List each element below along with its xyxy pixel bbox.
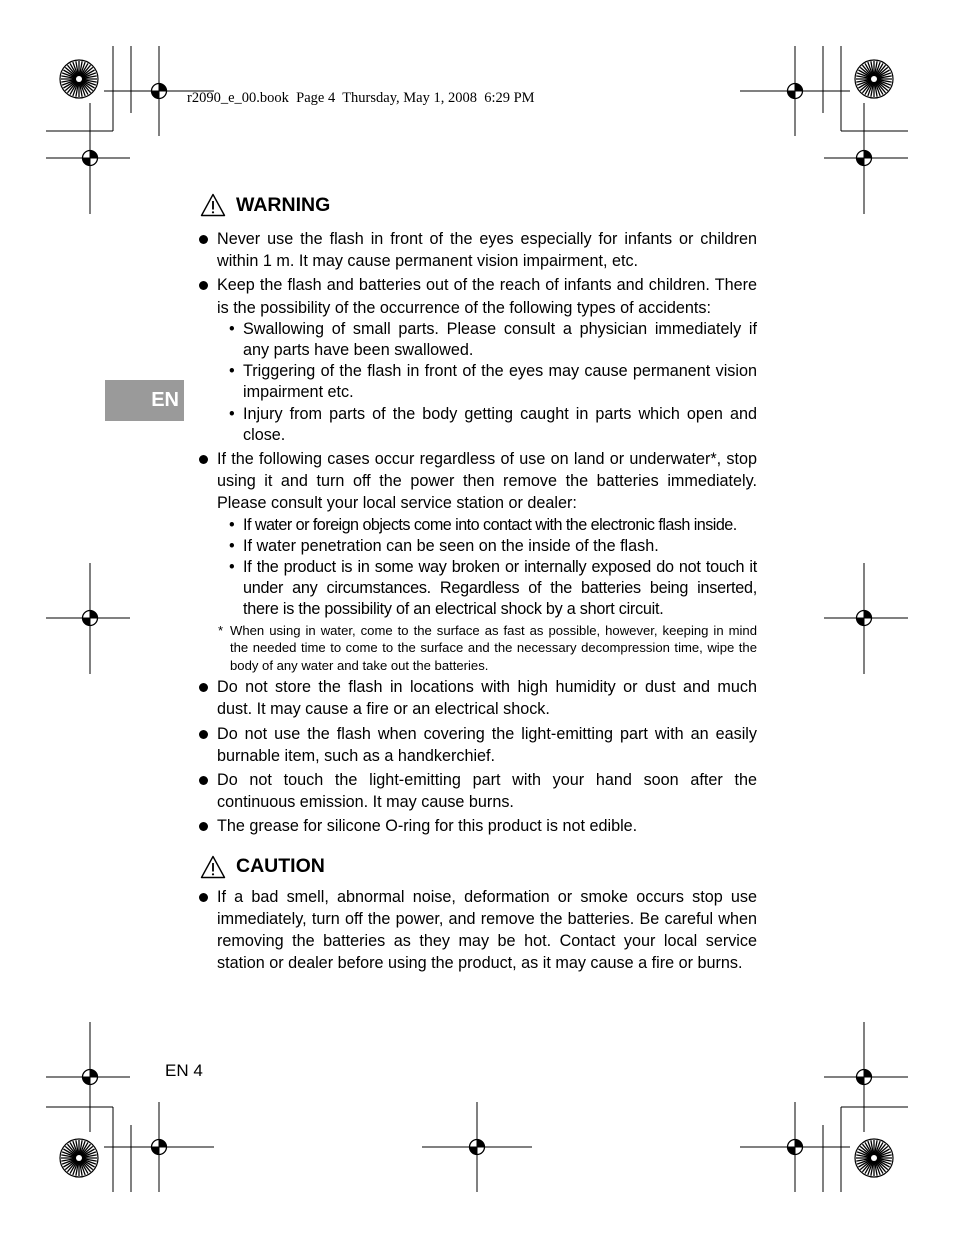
caution-heading (197, 852, 757, 882)
warning-item: Keep the flash and batteries out of the reach of infants and children. There is the possibility of the occurrence of the following types of accidents: (197, 274, 757, 318)
main-content (197, 190, 757, 974)
warning-subitem: • Injury from parts of the body getting caught in parts which open and close. (197, 404, 757, 446)
warning-subitem: • If the product is in some way broken or internally exposed do not touch it under any circumstances. Regardless of the batteries being inserted, there is the possibility of an electrical shock by a short circuit. (197, 557, 757, 621)
warning-subitem: • If water penetration can be seen on the inside of the flash. (197, 536, 757, 557)
caution-triangle-icon (200, 855, 226, 879)
caution-item: If a bad smell, abnormal noise, deformation or smoke occurs stop use immediately, turn off the power, and remove the batteries. Be careful when removing the batteries as they may be hot. Contact your local service station or dealer before using the product, as it may cause a fire or burns. (197, 886, 757, 975)
warning-item: If the following cases occur regardless of use on land or underwater*, stop using it and turn off the power then remove the batteries immediately. Please consult your local service station or dealer: (197, 448, 757, 515)
warning-title: WARNING (236, 193, 331, 216)
print-file-info: r2090_e_00.book Page 4 Thursday, May 1, 2008 6:29 PM (187, 90, 535, 106)
warning-subitem: • If water or foreign objects come into contact with the electronic flash inside. (197, 515, 757, 536)
warning-heading (197, 190, 757, 220)
warning-subitem: • Swallowing of small parts. Please consult a physician immediately if any parts have been swallowed. (197, 319, 757, 361)
warning-item: Do not touch the light-emitting part with your hand soon after the continuous emission. It may cause burns. (197, 769, 757, 813)
warning-subitem: • Triggering of the flash in front of the eyes may cause permanent vision impairment etc. (197, 361, 757, 403)
warning-item: Do not use the flash when covering the light-emitting part with an easily burnable item, such as a handkerchief. (197, 723, 757, 767)
warning-item: The grease for silicone O-ring for this product is not edible. (197, 815, 757, 837)
language-tab: EN (105, 380, 184, 421)
warning-triangle-icon (200, 193, 226, 217)
warning-item: Never use the flash in front of the eyes especially for infants or children within 1 m. It may cause permanent vision impairment, etc. (197, 228, 757, 272)
caution-title: CAUTION (236, 855, 325, 878)
underwater-footnote: * When using in water, come to the surface as fast as possible, however, keeping in mind the needed time to come to the surface and the necessary decompression time, wipe the body of any water and take out the batteries. (197, 622, 757, 675)
page-number: EN 4 (165, 1061, 203, 1080)
warning-item: Do not store the flash in locations with high humidity or dust and much dust. It may cause a fire or an electrical shock. (197, 676, 757, 720)
